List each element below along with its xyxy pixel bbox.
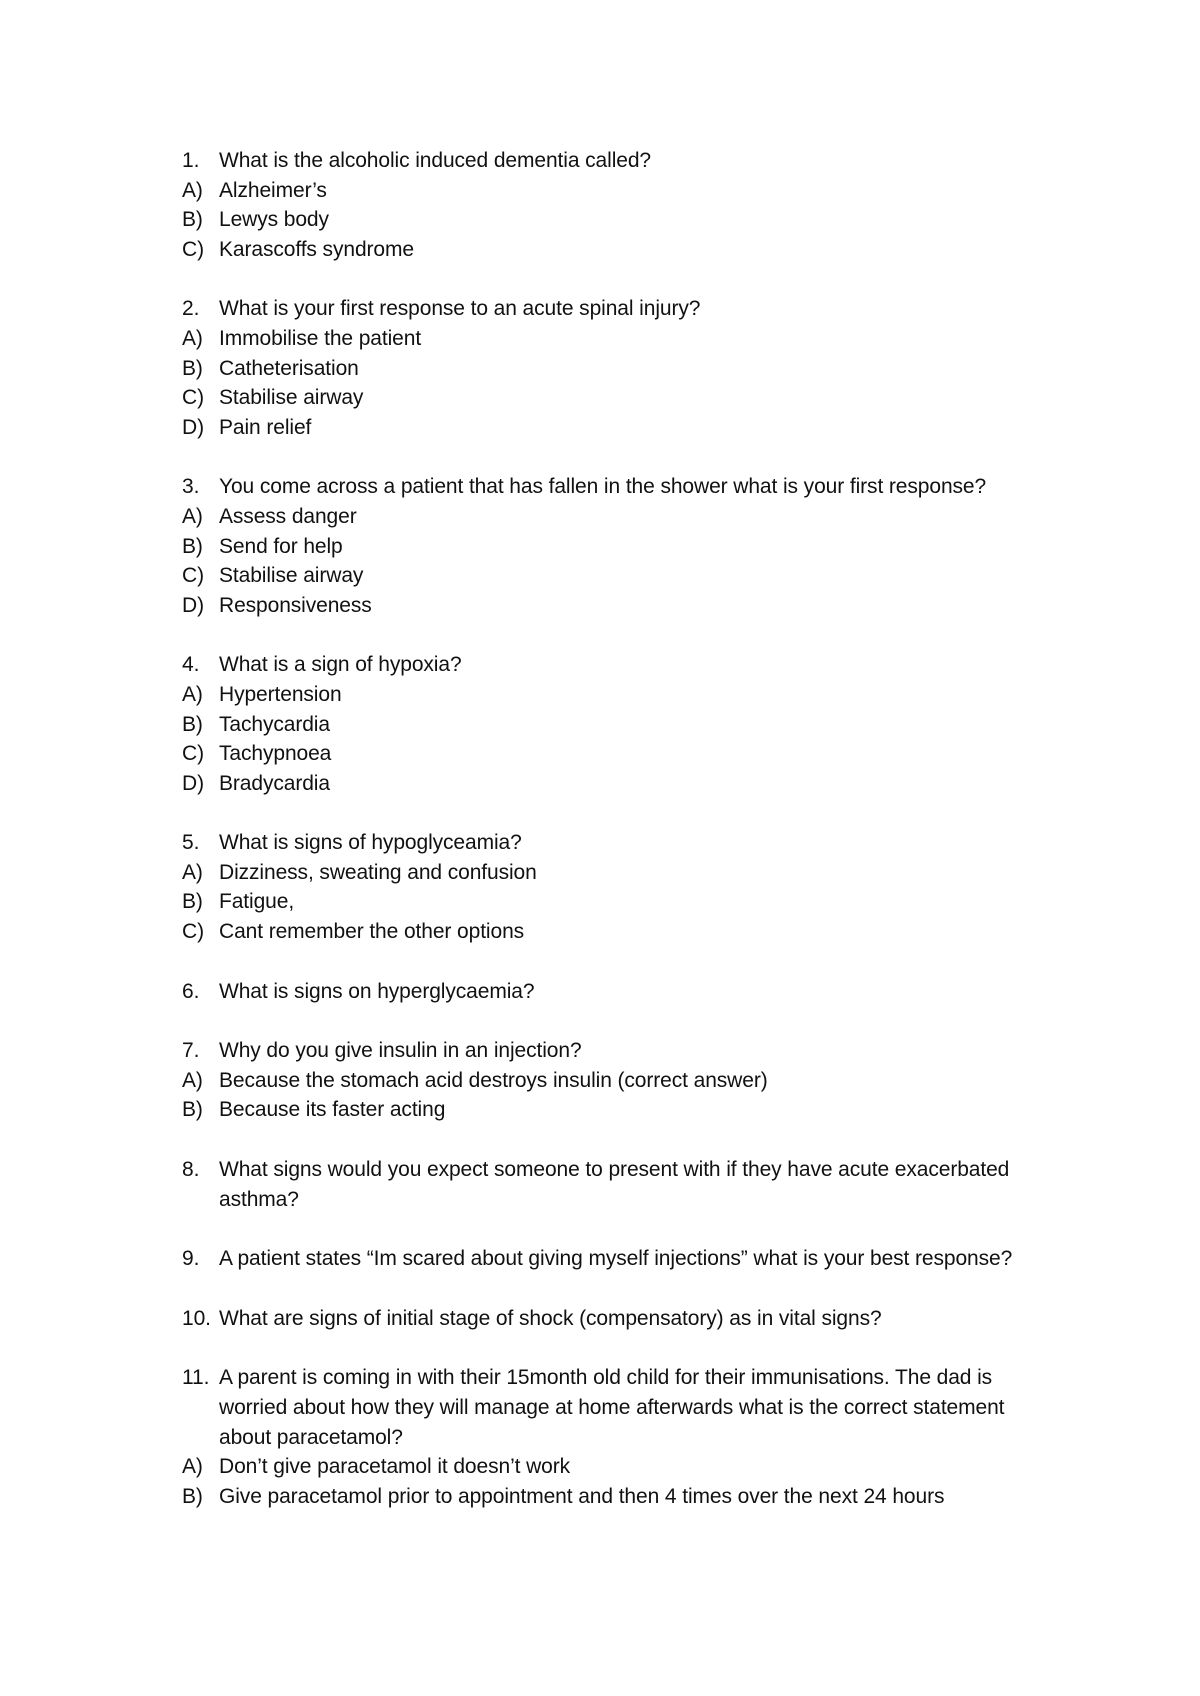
question-line [182, 146, 1062, 176]
option-text: Because its faster acting [219, 1098, 446, 1122]
option-text: Lewys body [219, 208, 329, 232]
answer-option [182, 710, 1062, 740]
question-number: 3. [182, 475, 200, 499]
option-text: Bradycardia [219, 771, 330, 795]
option-letter: B) [182, 890, 203, 914]
question-item [182, 146, 1062, 264]
option-text: Immobilise the patient [219, 326, 422, 350]
question-text: What signs would you expect someone to present with if they have acute exacerbated asthma? [219, 1158, 1010, 1211]
question-text: Why do you give insulin in an injection? [219, 1039, 582, 1063]
answer-option [182, 1095, 1062, 1125]
question-text: A parent is coming in with their 15month old child for their immunisations. The dad is worried about how they will manage at home afterwards what is the correct statement about paracetamol? [219, 1366, 1005, 1449]
question-item [182, 1036, 1062, 1125]
option-letter: D) [182, 593, 204, 617]
option-text: Give paracetamol prior to appointment and then 4 times over the next 24 hours [219, 1484, 945, 1508]
question-number: 5. [182, 831, 200, 855]
question-line [182, 977, 1062, 1007]
answer-option [182, 354, 1062, 384]
answer-option [182, 413, 1062, 443]
option-letter: A) [182, 1455, 203, 1479]
question-number: 10. [182, 1306, 211, 1330]
question-line [182, 472, 1062, 502]
option-letter: B) [182, 356, 203, 380]
option-letter: A) [182, 326, 203, 350]
answer-option [182, 917, 1062, 947]
answer-option [182, 769, 1062, 799]
option-text: Because the stomach acid destroys insulin (correct answer) [219, 1068, 768, 1092]
question-item [182, 1363, 1062, 1511]
option-letter: A) [182, 1068, 203, 1092]
question-line [182, 1244, 1062, 1274]
question-line [182, 1363, 1062, 1452]
question-item [182, 1304, 1062, 1334]
option-letter: A) [182, 682, 203, 706]
question-item [182, 294, 1062, 442]
option-letter: C) [182, 564, 204, 588]
option-text: Dizziness, sweating and confusion [219, 860, 537, 884]
question-text: What are signs of initial stage of shock (compensatory) as in vital signs? [219, 1306, 882, 1330]
option-text: Pain relief [219, 415, 312, 439]
question-number: 11. [182, 1366, 210, 1390]
answer-option [182, 887, 1062, 917]
question-text: What is signs on hyperglycaemia? [219, 979, 535, 1003]
answer-option [182, 858, 1062, 888]
answer-option [182, 383, 1062, 413]
question-item [182, 1244, 1062, 1274]
answer-option [182, 324, 1062, 354]
option-letter: B) [182, 1484, 203, 1508]
option-text: Stabilise airway [219, 386, 364, 410]
question-number: 9. [182, 1247, 200, 1271]
question-text: What is your first response to an acute spinal injury? [219, 297, 701, 321]
question-item [182, 472, 1062, 620]
option-text: Catheterisation [219, 356, 359, 380]
option-text: Tachypnoea [219, 742, 332, 766]
question-item [182, 650, 1062, 798]
answer-option [182, 1452, 1062, 1482]
answer-option [182, 502, 1062, 532]
question-line [182, 294, 1062, 324]
question-list [182, 146, 1062, 1541]
option-text: Responsiveness [219, 593, 372, 617]
answer-option [182, 1482, 1062, 1512]
option-text: Don’t give paracetamol it doesn’t work [219, 1455, 571, 1479]
question-item [182, 977, 1062, 1007]
answer-option [182, 591, 1062, 621]
option-letter: A) [182, 504, 203, 528]
question-item [182, 828, 1062, 946]
question-text: What is signs of hypoglyceamia? [219, 831, 522, 855]
option-letter: C) [182, 386, 204, 410]
option-text: Fatigue, [219, 890, 295, 914]
option-letter: D) [182, 415, 204, 439]
option-text: Cant remember the other options [219, 920, 525, 944]
option-text: Stabilise airway [219, 564, 364, 588]
question-number: 2. [182, 297, 200, 321]
option-letter: C) [182, 742, 204, 766]
option-letter: A) [182, 860, 203, 884]
question-number: 8. [182, 1158, 200, 1182]
option-letter: B) [182, 208, 203, 232]
option-text: Hypertension [219, 682, 342, 706]
answer-option [182, 532, 1062, 562]
question-line [182, 828, 1062, 858]
question-text: You come across a patient that has fallen in the shower what is your first response? [219, 475, 987, 499]
question-line [182, 1036, 1062, 1066]
option-letter: B) [182, 712, 203, 736]
question-text: What is a sign of hypoxia? [219, 653, 462, 677]
option-letter: B) [182, 534, 203, 558]
answer-option [182, 739, 1062, 769]
question-item [182, 1155, 1062, 1214]
option-letter: D) [182, 771, 204, 795]
question-number: 6. [182, 979, 200, 1003]
question-number: 1. [182, 149, 200, 172]
question-line [182, 1155, 1062, 1214]
question-line [182, 650, 1062, 680]
option-letter: C) [182, 237, 204, 261]
option-letter: A) [182, 178, 203, 202]
option-text: Send for help [219, 534, 343, 558]
option-text: Alzheimer’s [219, 178, 327, 202]
question-line [182, 1304, 1062, 1334]
option-text: Karascoffs syndrome [219, 237, 414, 261]
answer-option [182, 561, 1062, 591]
option-text: Assess danger [219, 504, 357, 528]
answer-option [182, 235, 1062, 265]
option-letter: C) [182, 920, 204, 944]
question-text: A patient states “Im scared about giving myself injections” what is your best response? [219, 1247, 1013, 1271]
answer-option [182, 205, 1062, 235]
question-number: 7. [182, 1039, 200, 1063]
answer-option [182, 680, 1062, 710]
question-number: 4. [182, 653, 200, 677]
option-text: Tachycardia [219, 712, 330, 736]
option-letter: B) [182, 1098, 203, 1122]
answer-option [182, 1066, 1062, 1096]
question-text: What is the alcoholic induced dementia called? [219, 149, 651, 172]
answer-option [182, 176, 1062, 206]
